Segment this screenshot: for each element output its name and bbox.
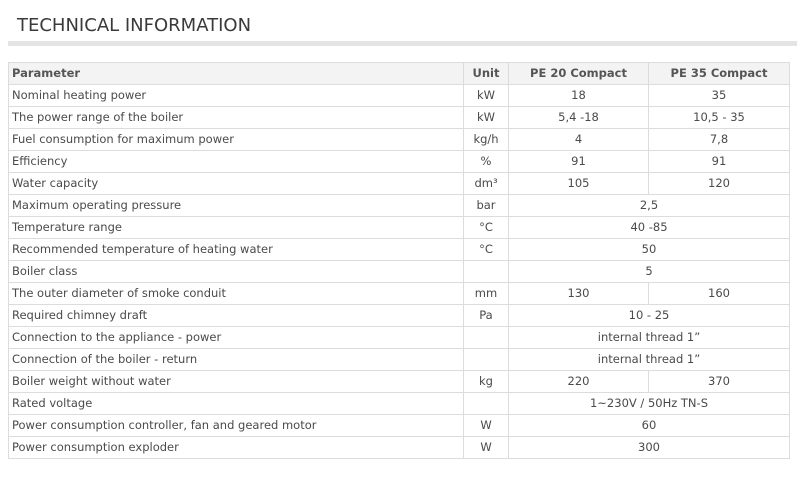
table-row	[9, 107, 790, 129]
unit-cell: kW	[464, 107, 509, 129]
pe20-value-cell: 5,4 -18	[509, 107, 649, 129]
parameter-cell: Water capacity	[9, 173, 464, 195]
table-row	[9, 173, 790, 195]
unit-cell: Pa	[464, 305, 509, 327]
pe35-value-cell: 7,8	[649, 129, 790, 151]
unit-cell: W	[464, 415, 509, 437]
pe20-value-cell: 91	[509, 151, 649, 173]
shared-value-cell: internal thread 1”	[509, 349, 790, 371]
parameter-cell: Efficiency	[9, 151, 464, 173]
unit-cell	[464, 261, 509, 283]
unit-cell: W	[464, 437, 509, 459]
shared-value-cell: 2,5	[509, 195, 790, 217]
shared-value-cell: 60	[509, 415, 790, 437]
table-row	[9, 217, 790, 239]
unit-cell: kg/h	[464, 129, 509, 151]
unit-cell: dm³	[464, 173, 509, 195]
unit-cell	[464, 349, 509, 371]
table-row	[9, 239, 790, 261]
table-header	[9, 63, 790, 85]
table-row	[9, 393, 790, 415]
header-pe20: PE 20 Compact	[509, 63, 649, 85]
shared-value-cell: 40 -85	[509, 217, 790, 239]
pe35-value-cell: 10,5 - 35	[649, 107, 790, 129]
table-row	[9, 305, 790, 327]
pe35-value-cell: 35	[649, 85, 790, 107]
header-pe35: PE 35 Compact	[649, 63, 790, 85]
table-row	[9, 283, 790, 305]
shared-value-cell: internal thread 1”	[509, 327, 790, 349]
parameter-cell: The power range of the boiler	[9, 107, 464, 129]
header-row	[9, 63, 790, 85]
parameter-cell: Boiler class	[9, 261, 464, 283]
table-row	[9, 327, 790, 349]
parameter-cell: Connection of the boiler - return	[9, 349, 464, 371]
parameter-cell: Fuel consumption for maximum power	[9, 129, 464, 151]
parameter-cell: Boiler weight without water	[9, 371, 464, 393]
table-row	[9, 261, 790, 283]
unit-cell	[464, 327, 509, 349]
pe20-value-cell: 105	[509, 173, 649, 195]
pe20-value-cell: 220	[509, 371, 649, 393]
pe20-value-cell: 18	[509, 85, 649, 107]
pe35-value-cell: 120	[649, 173, 790, 195]
unit-cell: °C	[464, 217, 509, 239]
unit-cell: °C	[464, 239, 509, 261]
table-row	[9, 437, 790, 459]
unit-cell: kg	[464, 371, 509, 393]
parameter-cell: Rated voltage	[9, 393, 464, 415]
table-row	[9, 129, 790, 151]
title-divider	[8, 41, 797, 46]
pe20-value-cell: 130	[509, 283, 649, 305]
unit-cell: kW	[464, 85, 509, 107]
shared-value-cell: 1~230V / 50Hz TN-S	[509, 393, 790, 415]
parameter-cell: Connection to the appliance - power	[9, 327, 464, 349]
table-body	[9, 85, 790, 459]
shared-value-cell: 10 - 25	[509, 305, 790, 327]
pe35-value-cell: 91	[649, 151, 790, 173]
section-title: TECHNICAL INFORMATION	[17, 15, 252, 36]
parameter-cell: Power consumption controller, fan and geared motor	[9, 415, 464, 437]
table-row	[9, 85, 790, 107]
parameter-cell: Required chimney draft	[9, 305, 464, 327]
shared-value-cell: 300	[509, 437, 790, 459]
parameter-cell: Nominal heating power	[9, 85, 464, 107]
unit-cell: %	[464, 151, 509, 173]
parameter-cell: Temperature range	[9, 217, 464, 239]
table-row	[9, 195, 790, 217]
header-unit: Unit	[464, 63, 509, 85]
parameter-cell: Maximum operating pressure	[9, 195, 464, 217]
pe35-value-cell: 160	[649, 283, 790, 305]
header-parameter: Parameter	[9, 63, 464, 85]
unit-cell: mm	[464, 283, 509, 305]
shared-value-cell: 5	[509, 261, 790, 283]
table-row	[9, 349, 790, 371]
unit-cell	[464, 393, 509, 415]
table-row	[9, 371, 790, 393]
pe35-value-cell: 370	[649, 371, 790, 393]
parameter-cell: Power consumption exploder	[9, 437, 464, 459]
parameter-cell: The outer diameter of smoke conduit	[9, 283, 464, 305]
technical-info-table	[8, 62, 790, 459]
table-row	[9, 415, 790, 437]
pe20-value-cell: 4	[509, 129, 649, 151]
parameter-cell: Recommended temperature of heating water	[9, 239, 464, 261]
table-row	[9, 151, 790, 173]
shared-value-cell: 50	[509, 239, 790, 261]
unit-cell: bar	[464, 195, 509, 217]
